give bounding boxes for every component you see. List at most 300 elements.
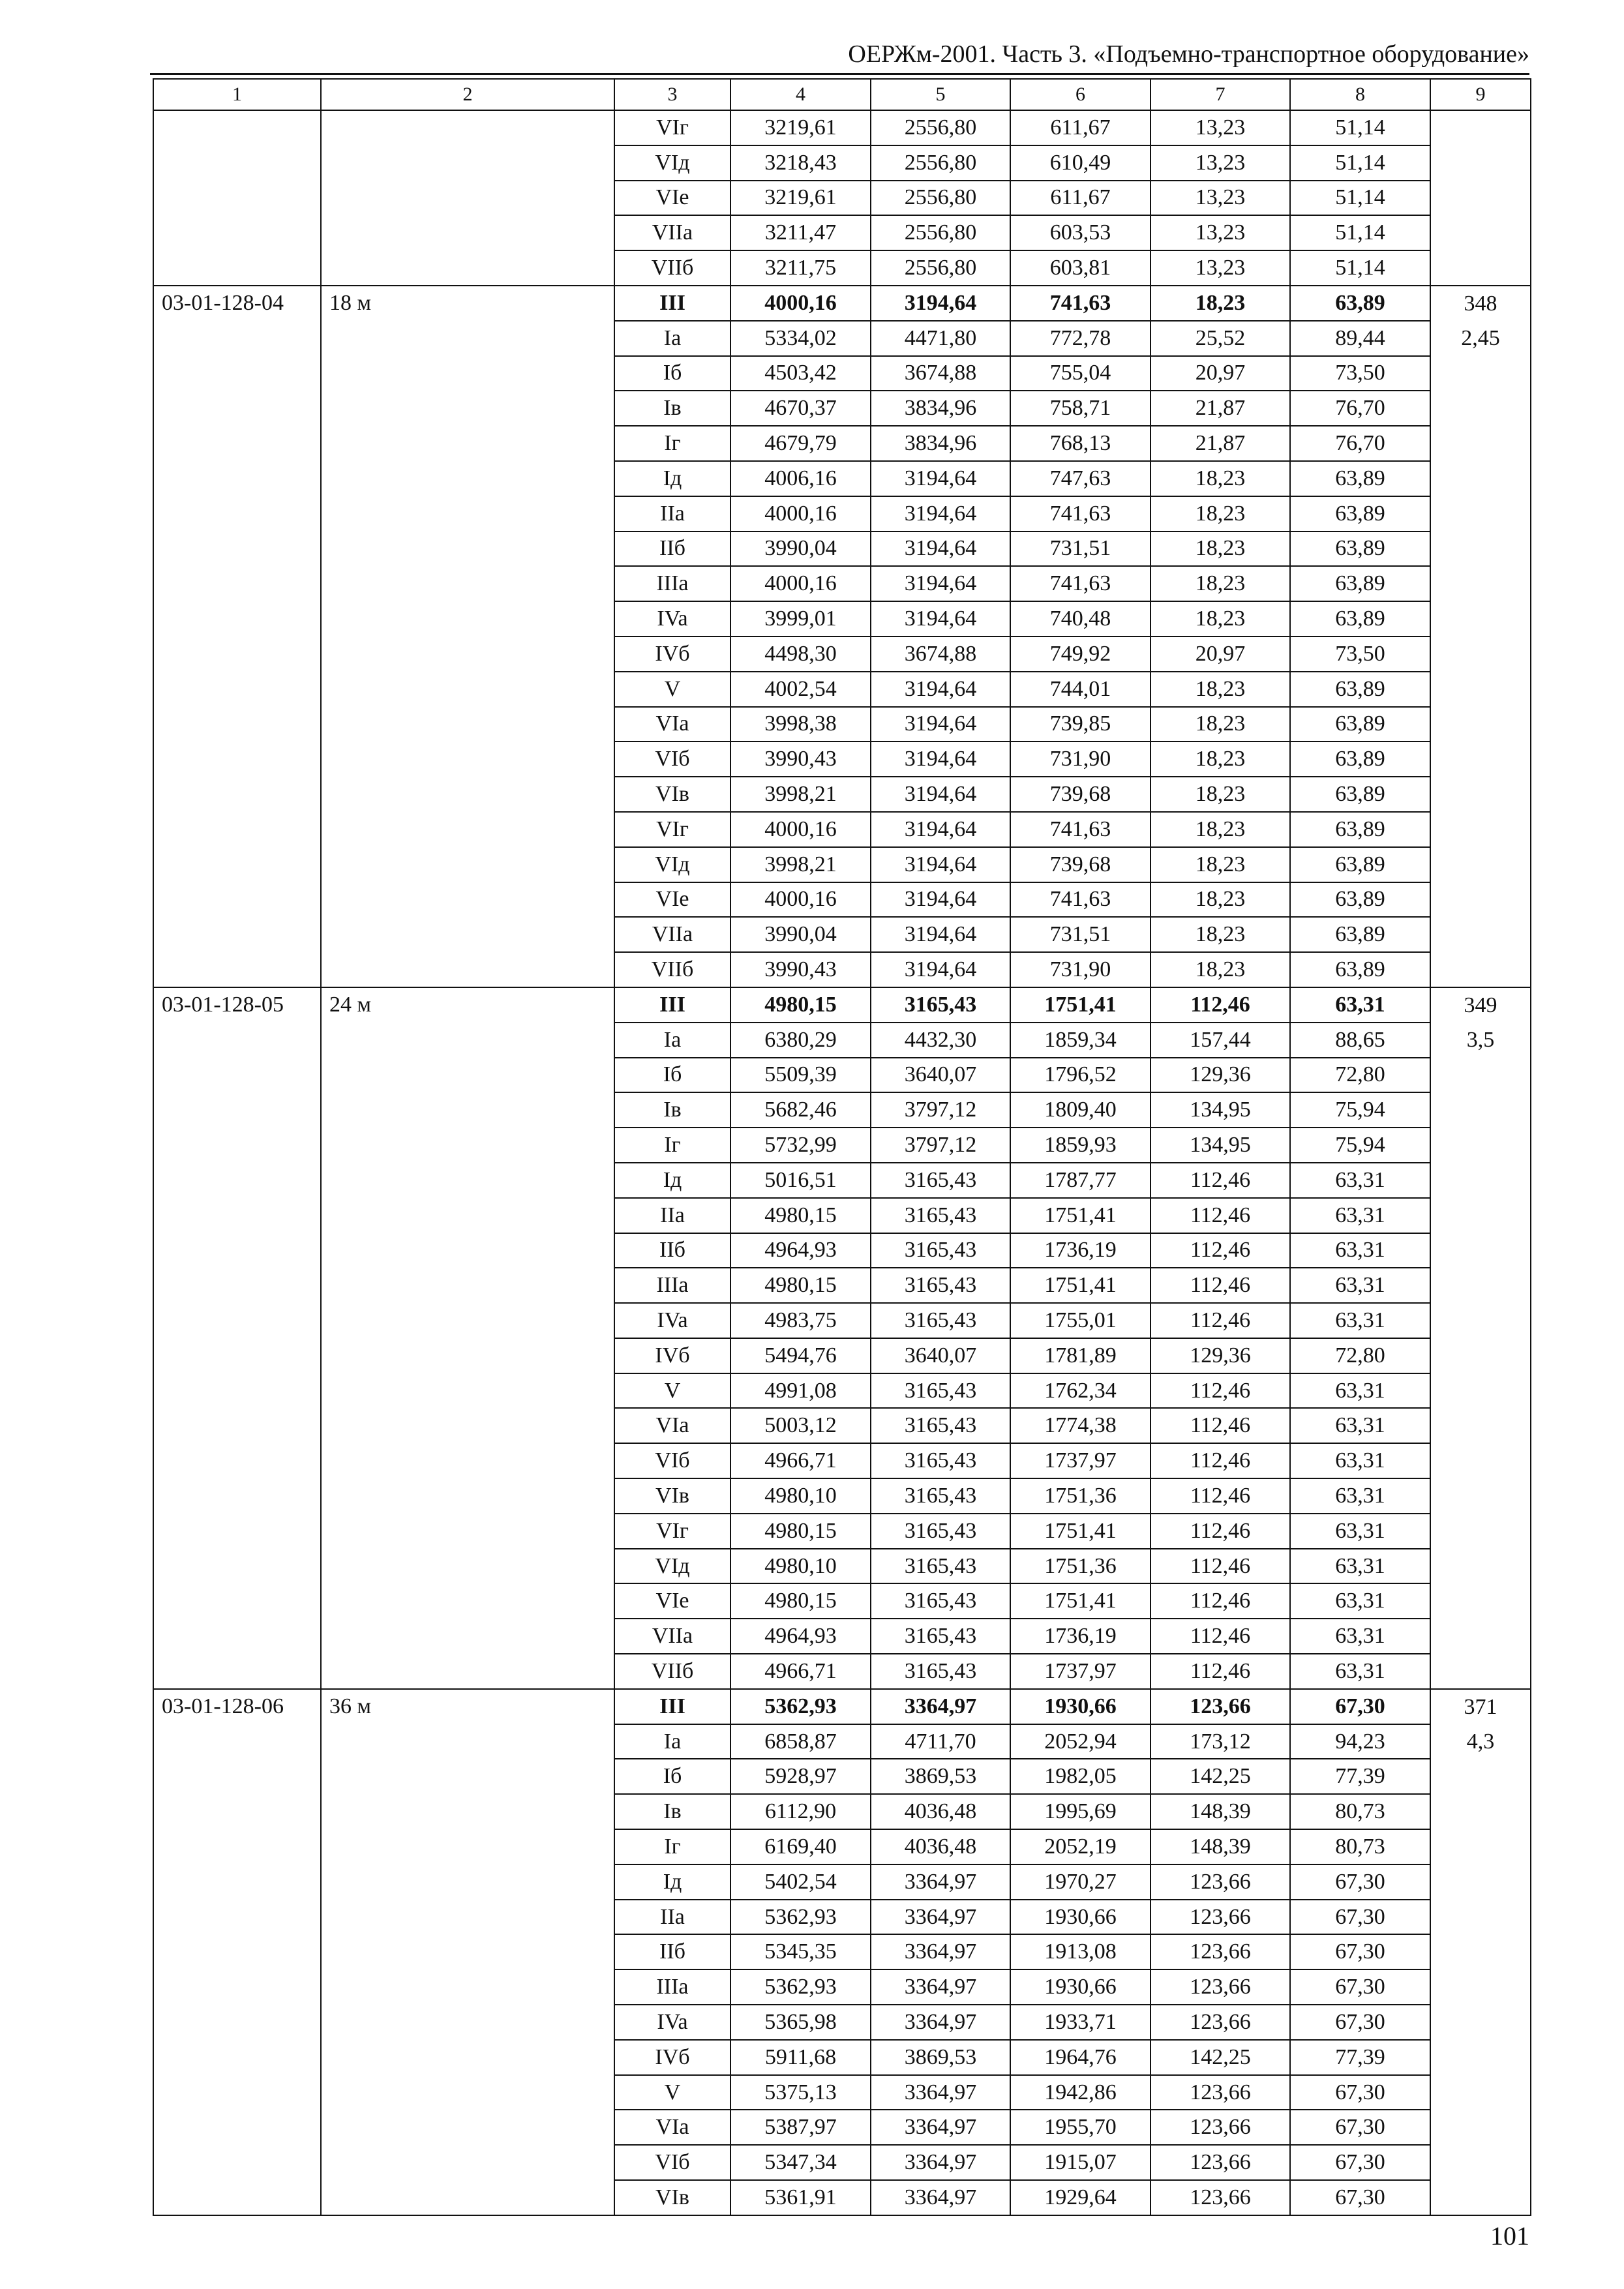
class-cell: III <box>614 1689 730 1724</box>
machinist-wages-cell: 18,23 <box>1150 531 1290 567</box>
wages-cell: 3194,64 <box>871 777 1010 812</box>
wages-cell: 3165,43 <box>871 1303 1010 1338</box>
class-cell: VIIa <box>614 215 730 250</box>
machine-cost-cell: 1751,41 <box>1010 1583 1150 1619</box>
machinist-wages-cell: 129,36 <box>1150 1338 1290 1373</box>
materials-cell: 67,30 <box>1290 2180 1430 2215</box>
materials-cell: 67,30 <box>1290 2145 1430 2180</box>
class-cell: Iб <box>614 356 730 391</box>
total-cost-cell: 4980,15 <box>730 1198 871 1233</box>
total-cost-cell: 5365,98 <box>730 2005 871 2040</box>
column-number: 4 <box>730 79 871 110</box>
total-cost-cell: 5362,93 <box>730 1689 871 1724</box>
class-cell: VIe <box>614 882 730 918</box>
machinist-wages-cell: 18,23 <box>1150 672 1290 707</box>
materials-cell: 63,89 <box>1290 812 1430 847</box>
column-number: 5 <box>871 79 1010 110</box>
total-cost-cell: 5362,93 <box>730 1900 871 1935</box>
machinist-wages-cell: 123,66 <box>1150 1969 1290 2005</box>
machinist-wages-cell: 18,23 <box>1150 286 1290 321</box>
materials-cell: 67,30 <box>1290 1689 1430 1724</box>
wages-cell: 3165,43 <box>871 1163 1010 1198</box>
machinist-wages-cell: 112,46 <box>1150 1163 1290 1198</box>
wages-cell: 3797,12 <box>871 1128 1010 1163</box>
total-cost-cell: 3999,01 <box>730 601 871 636</box>
materials-cell: 63,31 <box>1290 1163 1430 1198</box>
wages-cell: 3364,97 <box>871 1864 1010 1900</box>
machinist-wages-cell: 123,66 <box>1150 2075 1290 2110</box>
column-number: 8 <box>1290 79 1430 110</box>
machinist-wages-cell: 112,46 <box>1150 1549 1290 1584</box>
machine-cost-cell: 603,53 <box>1010 215 1150 250</box>
machinist-wages-cell: 112,46 <box>1150 1654 1290 1689</box>
machine-cost-cell: 758,71 <box>1010 391 1150 426</box>
machinist-wages-cell: 112,46 <box>1150 1408 1290 1443</box>
machinist-wages-cell: 21,87 <box>1150 391 1290 426</box>
wages-cell: 3165,43 <box>871 1654 1010 1689</box>
machinist-wages-cell: 13,23 <box>1150 250 1290 286</box>
machinist-wages-cell: 112,46 <box>1150 1303 1290 1338</box>
wages-cell: 3194,64 <box>871 741 1010 777</box>
class-cell: Iб <box>614 1759 730 1794</box>
materials-cell: 51,14 <box>1290 215 1430 250</box>
machine-cost-cell: 1955,70 <box>1010 2110 1150 2145</box>
materials-cell: 76,70 <box>1290 391 1430 426</box>
equipment-value: 349 <box>1464 993 1497 1017</box>
machinist-wages-cell: 123,66 <box>1150 2145 1290 2180</box>
machinist-wages-cell: 157,44 <box>1150 1023 1290 1058</box>
materials-cell: 63,31 <box>1290 1268 1430 1303</box>
equipment-value: 2,45 <box>1461 325 1500 350</box>
equipment-value: 4,3 <box>1466 1729 1495 1754</box>
span-size-cell: 36 м <box>321 1689 614 2215</box>
total-cost-cell: 4670,37 <box>730 391 871 426</box>
total-cost-cell: 3990,04 <box>730 531 871 567</box>
wages-cell: 3165,43 <box>871 1443 1010 1478</box>
machinist-wages-cell: 18,23 <box>1150 566 1290 601</box>
machinist-wages-cell: 112,46 <box>1150 1478 1290 1514</box>
total-cost-cell: 6380,29 <box>730 1023 871 1058</box>
machinist-wages-cell: 21,87 <box>1150 426 1290 461</box>
wages-cell: 3364,97 <box>871 2005 1010 2040</box>
machinist-wages-cell: 112,46 <box>1150 1514 1290 1549</box>
machinist-wages-cell: 142,25 <box>1150 1759 1290 1794</box>
table-row <box>153 110 1531 145</box>
wages-cell: 3674,88 <box>871 356 1010 391</box>
machinist-wages-cell: 18,23 <box>1150 777 1290 812</box>
machine-cost-cell: 1929,64 <box>1010 2180 1150 2215</box>
wages-cell: 3364,97 <box>871 2075 1010 2110</box>
total-cost-cell: 5402,54 <box>730 1864 871 1900</box>
equipment-mass-cell <box>1430 1689 1531 2215</box>
materials-cell: 72,80 <box>1290 1058 1430 1093</box>
machine-cost-cell: 731,51 <box>1010 531 1150 567</box>
class-cell: Iд <box>614 461 730 496</box>
class-cell: VIIб <box>614 250 730 286</box>
total-cost-cell: 5345,35 <box>730 1934 871 1969</box>
page-number: 101 <box>1490 2221 1529 2251</box>
class-cell: Ia <box>614 321 730 356</box>
total-cost-cell: 4000,16 <box>730 286 871 321</box>
equipment-mass-cell <box>1430 987 1531 1689</box>
machinist-wages-cell: 112,46 <box>1150 1619 1290 1654</box>
wages-cell: 3194,64 <box>871 601 1010 636</box>
machine-cost-cell: 741,63 <box>1010 286 1150 321</box>
wages-cell: 3194,64 <box>871 952 1010 987</box>
machine-cost-cell: 603,81 <box>1010 250 1150 286</box>
class-cell: Ia <box>614 1724 730 1759</box>
materials-cell: 63,89 <box>1290 496 1430 531</box>
total-cost-cell: 5387,97 <box>730 2110 871 2145</box>
wages-cell: 2556,80 <box>871 181 1010 216</box>
span-size-cell: 24 м <box>321 987 614 1689</box>
norm-code-cell: 03-01-128-06 <box>153 1689 321 2215</box>
column-number: 3 <box>614 79 730 110</box>
machine-cost-cell: 755,04 <box>1010 356 1150 391</box>
machinist-wages-cell: 123,66 <box>1150 2110 1290 2145</box>
machinist-wages-cell: 13,23 <box>1150 145 1290 181</box>
machine-cost-cell: 1982,05 <box>1010 1759 1150 1794</box>
total-cost-cell: 5016,51 <box>730 1163 871 1198</box>
column-number: 6 <box>1010 79 1150 110</box>
wages-cell: 3797,12 <box>871 1092 1010 1128</box>
span-size-cell: 18 м <box>321 286 614 987</box>
class-cell: IVa <box>614 2005 730 2040</box>
materials-cell: 77,39 <box>1290 2040 1430 2075</box>
wages-cell: 3674,88 <box>871 636 1010 672</box>
total-cost-cell: 5509,39 <box>730 1058 871 1093</box>
class-cell: Iд <box>614 1864 730 1900</box>
machine-cost-cell: 1913,08 <box>1010 1934 1150 1969</box>
machinist-wages-cell: 134,95 <box>1150 1128 1290 1163</box>
wages-cell: 3165,43 <box>871 1198 1010 1233</box>
class-cell: VIг <box>614 1514 730 1549</box>
machine-cost-cell: 1751,36 <box>1010 1549 1150 1584</box>
total-cost-cell: 4966,71 <box>730 1654 871 1689</box>
class-cell: Iв <box>614 1092 730 1128</box>
class-cell: VIд <box>614 847 730 882</box>
machine-cost-cell: 1930,66 <box>1010 1969 1150 2005</box>
wages-cell: 3165,43 <box>871 1619 1010 1654</box>
wages-cell: 3869,53 <box>871 1759 1010 1794</box>
class-cell: VIIб <box>614 1654 730 1689</box>
class-cell: V <box>614 2075 730 2110</box>
machine-cost-cell: 740,48 <box>1010 601 1150 636</box>
total-cost-cell: 4964,93 <box>730 1619 871 1654</box>
total-cost-cell: 4983,75 <box>730 1303 871 1338</box>
machine-cost-cell: 1787,77 <box>1010 1163 1150 1198</box>
machine-cost-cell: 1915,07 <box>1010 2145 1150 2180</box>
class-cell: Iг <box>614 1829 730 1864</box>
machine-cost-cell: 1995,69 <box>1010 1794 1150 1829</box>
class-cell: VIб <box>614 1443 730 1478</box>
materials-cell: 63,89 <box>1290 707 1430 742</box>
wages-cell: 3165,43 <box>871 1549 1010 1584</box>
class-cell: VIг <box>614 812 730 847</box>
total-cost-cell: 4991,08 <box>730 1373 871 1409</box>
wages-cell: 3165,43 <box>871 1514 1010 1549</box>
class-cell: IVб <box>614 636 730 672</box>
machinist-wages-cell: 13,23 <box>1150 215 1290 250</box>
materials-cell: 63,89 <box>1290 461 1430 496</box>
machine-cost-cell: 731,90 <box>1010 952 1150 987</box>
machine-cost-cell: 1737,97 <box>1010 1443 1150 1478</box>
wages-cell: 3364,97 <box>871 2145 1010 2180</box>
materials-cell: 80,73 <box>1290 1829 1430 1864</box>
total-cost-cell: 4000,16 <box>730 496 871 531</box>
class-cell: III <box>614 987 730 1023</box>
wages-cell: 3194,64 <box>871 566 1010 601</box>
total-cost-cell: 4498,30 <box>730 636 871 672</box>
machinist-wages-cell: 129,36 <box>1150 1058 1290 1093</box>
machinist-wages-cell: 112,46 <box>1150 1373 1290 1409</box>
class-cell: IIIa <box>614 1268 730 1303</box>
class-cell: Iв <box>614 391 730 426</box>
materials-cell: 63,31 <box>1290 1654 1430 1689</box>
wages-cell: 3165,43 <box>871 1373 1010 1409</box>
machine-cost-cell: 768,13 <box>1010 426 1150 461</box>
class-cell: V <box>614 672 730 707</box>
machinist-wages-cell: 25,52 <box>1150 321 1290 356</box>
materials-cell: 63,31 <box>1290 1583 1430 1619</box>
class-cell: VIIa <box>614 917 730 952</box>
machinist-wages-cell: 20,97 <box>1150 636 1290 672</box>
machine-cost-cell: 1970,27 <box>1010 1864 1150 1900</box>
class-cell: Iв <box>614 1794 730 1829</box>
wages-cell: 3869,53 <box>871 2040 1010 2075</box>
machine-cost-cell: 1930,66 <box>1010 1900 1150 1935</box>
materials-cell: 51,14 <box>1290 181 1430 216</box>
wages-cell: 2556,80 <box>871 145 1010 181</box>
materials-cell: 63,89 <box>1290 286 1430 321</box>
machine-cost-cell: 1751,41 <box>1010 1514 1150 1549</box>
machine-cost-cell: 1762,34 <box>1010 1373 1150 1409</box>
total-cost-cell: 3211,47 <box>730 215 871 250</box>
class-cell: IVa <box>614 601 730 636</box>
total-cost-cell: 4000,16 <box>730 882 871 918</box>
column-number-row <box>153 79 1531 110</box>
total-cost-cell: 6112,90 <box>730 1794 871 1829</box>
column-number: 9 <box>1430 79 1531 110</box>
class-cell: IIa <box>614 496 730 531</box>
wages-cell: 3165,43 <box>871 987 1010 1023</box>
total-cost-cell: 3211,75 <box>730 250 871 286</box>
machinist-wages-cell: 112,46 <box>1150 1233 1290 1268</box>
materials-cell: 77,39 <box>1290 1759 1430 1794</box>
materials-cell: 67,30 <box>1290 1969 1430 2005</box>
class-cell: VIa <box>614 1408 730 1443</box>
materials-cell: 63,89 <box>1290 741 1430 777</box>
machinist-wages-cell: 18,23 <box>1150 461 1290 496</box>
machinist-wages-cell: 18,23 <box>1150 917 1290 952</box>
materials-cell: 63,31 <box>1290 1233 1430 1268</box>
materials-cell: 51,14 <box>1290 250 1430 286</box>
machine-cost-cell: 741,63 <box>1010 496 1150 531</box>
machinist-wages-cell: 148,39 <box>1150 1794 1290 1829</box>
machine-cost-cell: 2052,19 <box>1010 1829 1150 1864</box>
machine-cost-cell: 1736,19 <box>1010 1233 1150 1268</box>
machinist-wages-cell: 123,66 <box>1150 1864 1290 1900</box>
wages-cell: 3364,97 <box>871 1689 1010 1724</box>
class-cell: IVб <box>614 1338 730 1373</box>
wages-cell: 2556,80 <box>871 215 1010 250</box>
total-cost-cell: 5003,12 <box>730 1408 871 1443</box>
wages-cell: 2556,80 <box>871 110 1010 145</box>
equipment-value: 3,5 <box>1466 1027 1495 1052</box>
wages-cell: 3194,64 <box>871 286 1010 321</box>
wages-cell: 3165,43 <box>871 1233 1010 1268</box>
table-row <box>153 1689 1531 1724</box>
machine-cost-cell: 1774,38 <box>1010 1408 1150 1443</box>
machine-cost-cell: 1942,86 <box>1010 2075 1150 2110</box>
wages-cell: 4711,70 <box>871 1724 1010 1759</box>
total-cost-cell: 4679,79 <box>730 426 871 461</box>
total-cost-cell: 3998,21 <box>730 777 871 812</box>
machine-cost-cell: 1755,01 <box>1010 1303 1150 1338</box>
machine-cost-cell: 731,90 <box>1010 741 1150 777</box>
class-cell: Ia <box>614 1023 730 1058</box>
total-cost-cell: 5682,46 <box>730 1092 871 1128</box>
machinist-wages-cell: 134,95 <box>1150 1092 1290 1128</box>
machine-cost-cell: 1930,66 <box>1010 1689 1150 1724</box>
norms-table <box>153 78 1531 2216</box>
total-cost-cell: 5361,91 <box>730 2180 871 2215</box>
materials-cell: 89,44 <box>1290 321 1430 356</box>
class-cell: VIIa <box>614 1619 730 1654</box>
materials-cell: 67,30 <box>1290 1900 1430 1935</box>
total-cost-cell: 3990,43 <box>730 952 871 987</box>
wages-cell: 3364,97 <box>871 2180 1010 2215</box>
machinist-wages-cell: 13,23 <box>1150 181 1290 216</box>
column-number: 7 <box>1150 79 1290 110</box>
materials-cell: 63,31 <box>1290 1303 1430 1338</box>
machinist-wages-cell: 112,46 <box>1150 1268 1290 1303</box>
class-cell: VIa <box>614 2110 730 2145</box>
class-cell: VIд <box>614 145 730 181</box>
wages-cell: 4471,80 <box>871 321 1010 356</box>
wages-cell: 2556,80 <box>871 250 1010 286</box>
materials-cell: 63,89 <box>1290 882 1430 918</box>
total-cost-cell: 4000,16 <box>730 812 871 847</box>
machinist-wages-cell: 18,23 <box>1150 741 1290 777</box>
machinist-wages-cell: 123,66 <box>1150 1934 1290 1969</box>
class-cell: VIa <box>614 707 730 742</box>
class-cell: V <box>614 1373 730 1409</box>
class-cell: Iб <box>614 1058 730 1093</box>
class-cell: III <box>614 286 730 321</box>
machinist-wages-cell: 18,23 <box>1150 601 1290 636</box>
machine-cost-cell: 731,51 <box>1010 917 1150 952</box>
materials-cell: 63,89 <box>1290 952 1430 987</box>
machine-cost-cell: 1964,76 <box>1010 2040 1150 2075</box>
column-number: 2 <box>321 79 614 110</box>
class-cell: IIб <box>614 1934 730 1969</box>
machinist-wages-cell: 18,23 <box>1150 952 1290 987</box>
machinist-wages-cell: 148,39 <box>1150 1829 1290 1864</box>
class-cell: VIe <box>614 1583 730 1619</box>
wages-cell: 4432,30 <box>871 1023 1010 1058</box>
total-cost-cell: 6169,40 <box>730 1829 871 1864</box>
machine-cost-cell: 611,67 <box>1010 181 1150 216</box>
wages-cell: 3194,64 <box>871 847 1010 882</box>
materials-cell: 67,30 <box>1290 2110 1430 2145</box>
total-cost-cell: 3990,43 <box>730 741 871 777</box>
class-cell: Iд <box>614 1163 730 1198</box>
machine-cost-cell: 739,85 <box>1010 707 1150 742</box>
machinist-wages-cell: 112,46 <box>1150 987 1290 1023</box>
materials-cell: 67,30 <box>1290 1934 1430 1969</box>
machine-cost-cell: 744,01 <box>1010 672 1150 707</box>
class-cell: IIa <box>614 1198 730 1233</box>
materials-cell: 63,31 <box>1290 1514 1430 1549</box>
equipment-mass-cell <box>1430 286 1531 987</box>
materials-cell: 63,89 <box>1290 777 1430 812</box>
class-cell: VIг <box>614 110 730 145</box>
total-cost-cell: 4006,16 <box>730 461 871 496</box>
machinist-wages-cell: 18,23 <box>1150 707 1290 742</box>
total-cost-cell: 4000,16 <box>730 566 871 601</box>
materials-cell: 75,94 <box>1290 1092 1430 1128</box>
wages-cell: 3194,64 <box>871 882 1010 918</box>
table-row <box>153 987 1531 1023</box>
materials-cell: 75,94 <box>1290 1128 1430 1163</box>
machinist-wages-cell: 112,46 <box>1150 1198 1290 1233</box>
total-cost-cell: 3998,21 <box>730 847 871 882</box>
class-cell: IVa <box>614 1303 730 1338</box>
wages-cell: 3165,43 <box>871 1268 1010 1303</box>
materials-cell: 63,31 <box>1290 1478 1430 1514</box>
total-cost-cell: 4980,15 <box>730 1514 871 1549</box>
machinist-wages-cell: 18,23 <box>1150 882 1290 918</box>
wages-cell: 4036,48 <box>871 1829 1010 1864</box>
materials-cell: 94,23 <box>1290 1724 1430 1759</box>
class-cell: IIIa <box>614 566 730 601</box>
machinist-wages-cell: 123,66 <box>1150 1900 1290 1935</box>
total-cost-cell: 4964,93 <box>730 1233 871 1268</box>
wages-cell: 3194,64 <box>871 917 1010 952</box>
machine-cost-cell: 1796,52 <box>1010 1058 1150 1093</box>
machinist-wages-cell: 123,66 <box>1150 2005 1290 2040</box>
total-cost-cell: 4503,42 <box>730 356 871 391</box>
materials-cell: 73,50 <box>1290 636 1430 672</box>
materials-cell: 63,31 <box>1290 1619 1430 1654</box>
class-cell: IVб <box>614 2040 730 2075</box>
machinist-wages-cell: 18,23 <box>1150 496 1290 531</box>
wages-cell: 3834,96 <box>871 426 1010 461</box>
class-cell: VIд <box>614 1549 730 1584</box>
wages-cell: 3834,96 <box>871 391 1010 426</box>
class-cell: IIб <box>614 1233 730 1268</box>
machine-cost-cell: 1933,71 <box>1010 2005 1150 2040</box>
materials-cell: 63,89 <box>1290 566 1430 601</box>
total-cost-cell: 5732,99 <box>730 1128 871 1163</box>
norm-code-cell: 03-01-128-04 <box>153 286 321 987</box>
materials-cell: 63,31 <box>1290 1549 1430 1584</box>
materials-cell: 67,30 <box>1290 2075 1430 2110</box>
machine-cost-cell: 1809,40 <box>1010 1092 1150 1128</box>
wages-cell: 3364,97 <box>871 1969 1010 2005</box>
total-cost-cell: 5911,68 <box>730 2040 871 2075</box>
wages-cell: 3194,64 <box>871 531 1010 567</box>
total-cost-cell: 5494,76 <box>730 1338 871 1373</box>
materials-cell: 63,89 <box>1290 847 1430 882</box>
class-cell: Iг <box>614 1128 730 1163</box>
total-cost-cell: 4980,15 <box>730 1583 871 1619</box>
wages-cell: 3194,64 <box>871 812 1010 847</box>
total-cost-cell: 6858,87 <box>730 1724 871 1759</box>
wages-cell: 3165,43 <box>871 1408 1010 1443</box>
machine-cost-cell: 741,63 <box>1010 882 1150 918</box>
